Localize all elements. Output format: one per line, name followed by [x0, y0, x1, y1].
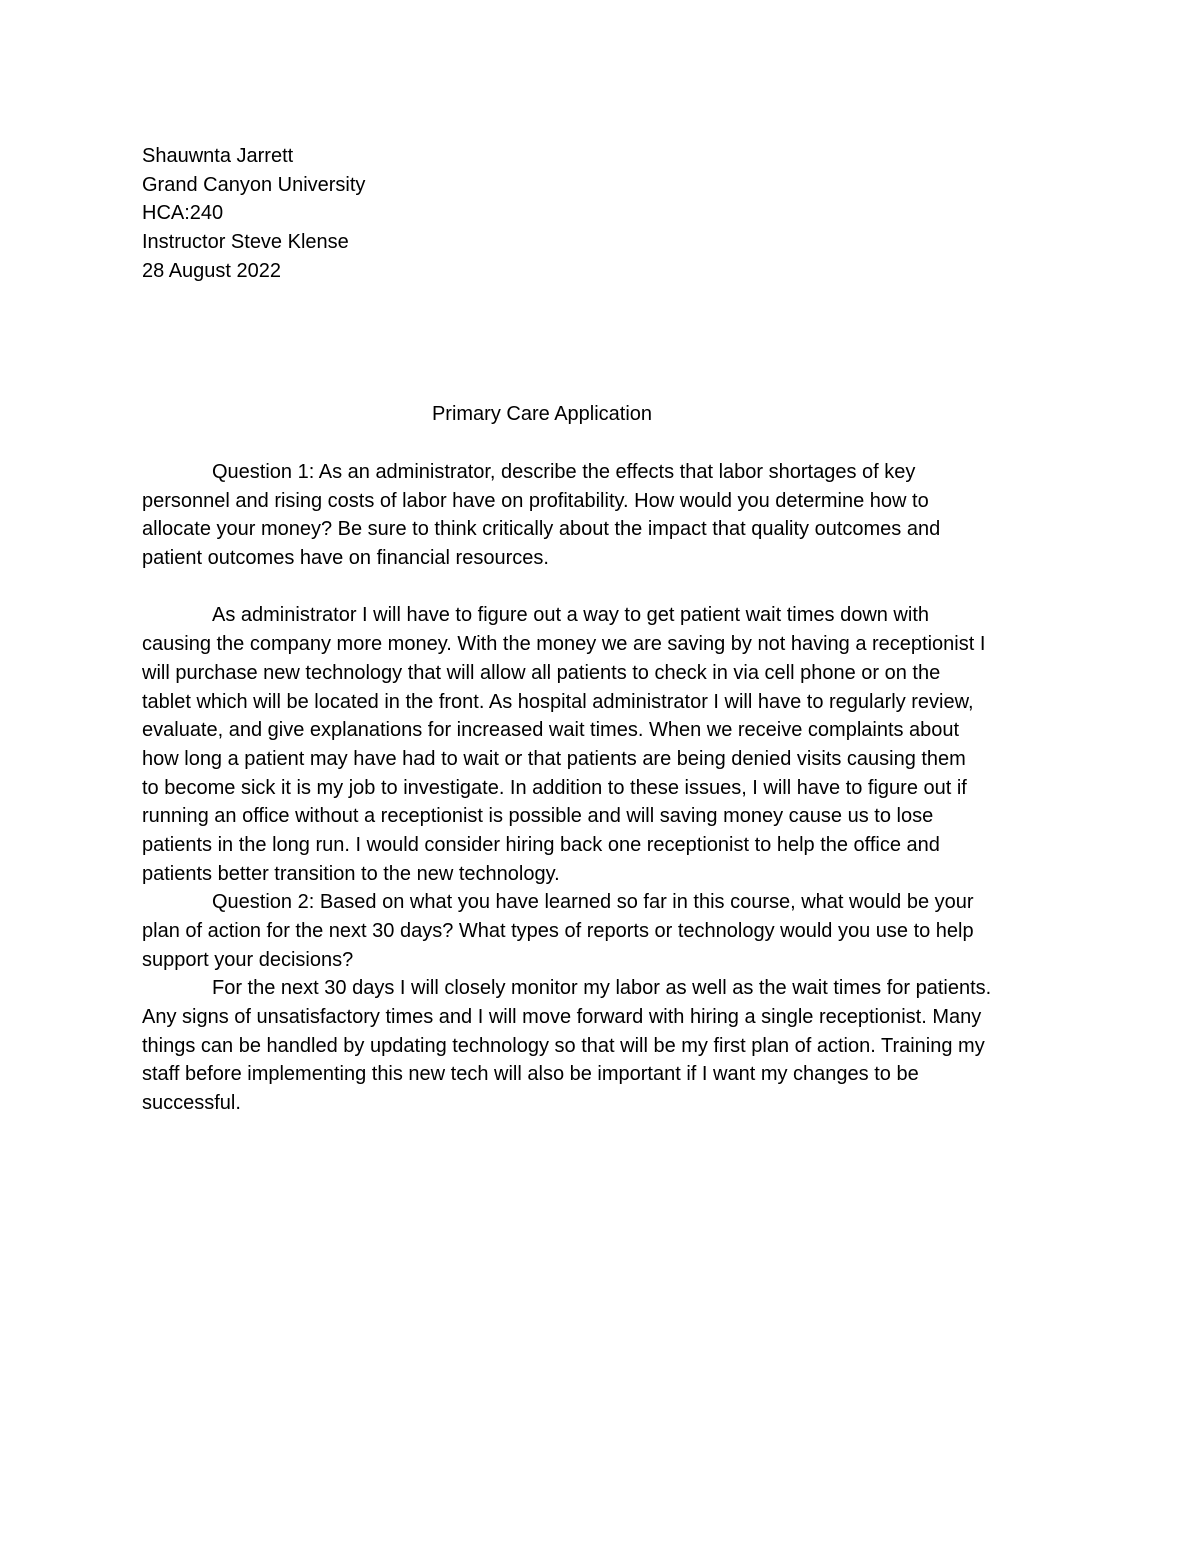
- paragraph-gap: [142, 573, 1056, 602]
- question1-line: patient outcomes have on financial resources.: [142, 547, 549, 570]
- answer1-line: how long a patient may have had to wait or that patients are being denied visits causing them: [142, 747, 966, 770]
- answer2-line: things can be handled by updating technology so that will be my first plan of action. Training my: [142, 1034, 985, 1057]
- question2-line: support your decisions?: [142, 948, 354, 971]
- question1-line: personnel and rising costs of labor have on profitability. How would you determine how to: [142, 489, 929, 512]
- answer1-line: patients in the long run. I would consider hiring back one receptionist to help the office and: [142, 833, 940, 856]
- instructor-name: Instructor Steve Klense: [142, 231, 349, 254]
- document-body: [142, 458, 1056, 1118]
- question2-line: Question 2: Based on what you have learned so far in this course, what would be your: [212, 891, 974, 914]
- question2-line: plan of action for the next 30 days? What types of reports or technology would you use to help: [142, 920, 974, 942]
- answer1-line: patients better transition to the new technology.: [142, 862, 560, 885]
- answer2-line: For the next 30 days I will closely monitor my labor as well as the wait times for patients.: [212, 977, 992, 1000]
- institution-name: Grand Canyon University: [142, 173, 366, 196]
- answer1-line: to become sick it is my job to investigate. In addition to these issues, I will have to figure out if: [142, 776, 967, 799]
- document-title: Primary Care Application: [431, 403, 653, 425]
- header-block: [142, 142, 1062, 286]
- answer2-line: successful.: [142, 1092, 241, 1115]
- document-date: 28 August 2022: [142, 259, 282, 282]
- answer1-line: running an office without a receptionist is possible and will saving money cause us to lose: [142, 805, 934, 828]
- answer1-line: As administrator I will have to figure out a way to get patient wait times down with: [212, 604, 930, 627]
- answer2-line: staff before implementing this new tech will also be important if I want my changes to be: [142, 1063, 919, 1086]
- author-name: Shauwnta Jarrett: [142, 145, 294, 167]
- course-code: HCA:240: [142, 202, 224, 225]
- question1-line: allocate your money? Be sure to think critically about the impact that quality outcomes and: [142, 518, 941, 541]
- answer1-line: will purchase new technology that will allow all patients to check in via cell phone or on the: [142, 661, 941, 684]
- answer2-line: Any signs of unsatisfactory times and I will move forward with hiring a single receptionist. Many: [142, 1006, 982, 1029]
- answer1-line: evaluate, and give explanations for increased wait times. When we receive complaints about: [142, 719, 960, 742]
- answer1-line: tablet which will be located in the front. As hospital administrator I will have to regularly review,: [142, 690, 974, 713]
- question1-line: Question 1: As an administrator, describe the effects that labor shortages of key: [212, 461, 916, 483]
- answer1-line: causing the company more money. With the money we are saving by not having a receptionist I: [142, 633, 986, 656]
